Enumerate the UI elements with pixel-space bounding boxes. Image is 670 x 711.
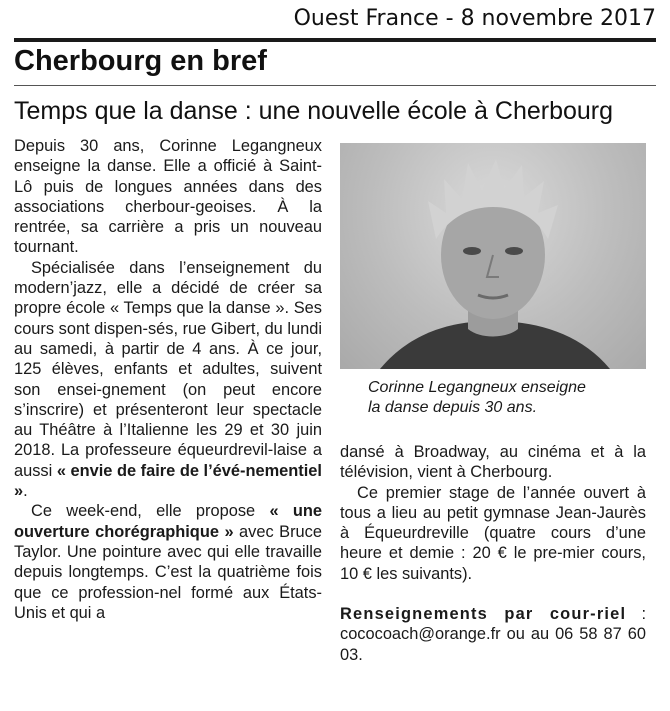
right-column	[340, 442, 646, 665]
caption-line-1: Corinne Legangneux enseigne	[368, 379, 586, 396]
paragraph-3-end: avec Bruce Taylor. Une pointure avec qui elle travaille depuis longtemps. C’est la quatrième fois que ce profession-nel formé aux États-Unis et qui a	[14, 522, 322, 622]
article-headline: Temps que la danse : une nouvelle école à Cherbourg	[14, 97, 614, 125]
quote-event: « envie de faire de l’évé-nementiel »	[14, 461, 322, 501]
paragraph-2	[14, 258, 322, 502]
section-header	[14, 38, 656, 86]
quote-opening: « une ouverture chorégraphique »	[14, 502, 322, 541]
section-rule	[14, 85, 656, 86]
info-paragraph	[340, 604, 646, 665]
section-title: Cherbourg en bref	[14, 45, 267, 77]
photo-caption	[368, 378, 648, 418]
paragraph-3	[14, 501, 322, 623]
info-label: Renseignements par cour-riel	[340, 605, 627, 624]
paragraph-2-text: Spécialisée dans l’enseignement du modern’jazz, elle a décidé de créer sa propre école « Temps que la danse ». Ses cours sont dispen-sés, rue Gibert, du lundi au samedi, à partir de 4 ans. À ce jour, 125 élèves, enfants et adultes, suivent son ensei-gnement (on peut encore s’inscrire) et présenteront leur spectacle au Théâtre à l’Italienne les 29 et 30 juin 2018. La professeure équeurdrevil-laise a aussi	[14, 258, 322, 480]
source-line: Ouest France - 8 novembre 2017	[293, 6, 656, 31]
paragraph-4: dansé à Broadway, au cinéma et à la télévision, vient à Cherbourg.	[340, 443, 646, 482]
caption-line-2: la danse depuis 30 ans.	[368, 399, 538, 416]
paragraph-5: Ce premier stage de l’année ouvert à tous a lieu au petit gymnase Jean-Jaurès à Équeurdreville (quatre cours d’une heure et demie : 20 € le pre-mier cours, 10 € les suivants).	[340, 483, 646, 583]
portrait-photo	[340, 143, 646, 369]
portrait-illustration	[340, 143, 646, 369]
info-contact: : cococoach@orange.fr ou au 06 58 87 60 03.	[340, 605, 646, 664]
paragraph-3-text: Ce week-end, elle propose	[31, 502, 270, 521]
paragraph-2-end: .	[23, 482, 28, 501]
paragraph-1: Depuis 30 ans, Corinne Legangneux enseigne la danse. Elle a officié à Saint-Lô puis de longues années dans des associations cherbour-geoises. À la rentrée, sa carrière a pris un nouveau tournant.	[14, 137, 322, 257]
left-column	[14, 136, 322, 623]
